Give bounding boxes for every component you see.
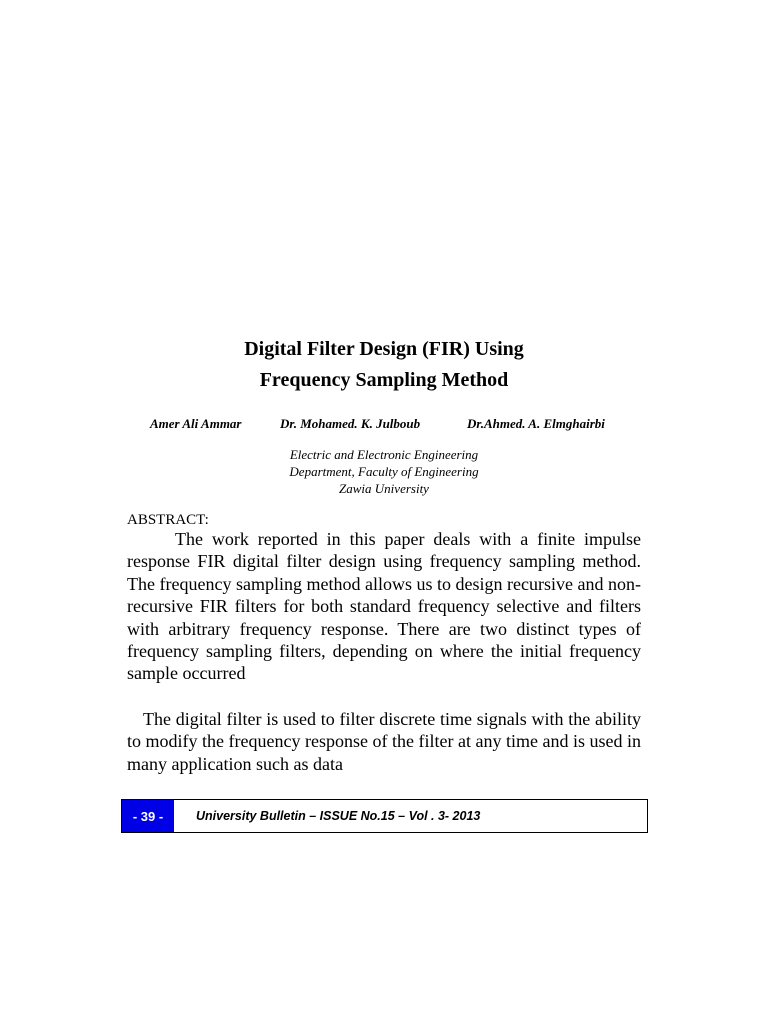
affiliation-line-1: Electric and Electronic Engineering	[289, 447, 479, 462]
abstract-paragraph: The work reported in this paper deals with a finite impulse response FIR digital filter design using frequency sampling method. The frequency sampling method allows us to design recursive and non-recursive FIR filters for both standard frequency selective and filters with arbitrary frequency response. There are two distinct types of frequency sampling filters, depending on where the initial frequency sample occurred	[127, 529, 641, 684]
journal-citation: University Bulletin – ISSUE No.15 – Vol . 3- 2013	[196, 809, 481, 823]
page-footer	[121, 799, 648, 833]
abstract-paragraph: The digital filter is used to filter discrete time signals with the ability to modify the frequency response of the filter at any time and is used in many application such as data	[127, 709, 641, 774]
affiliation-line-2: Department, Faculty of Engineering	[289, 464, 479, 479]
paper-title-line-1: Digital Filter Design (FIR) Using	[244, 338, 524, 360]
author-name: Dr.Ahmed. A. Elmghairbi	[467, 416, 605, 431]
author-name: Amer Ali Ammar	[150, 416, 242, 431]
affiliation-line-3: Zawia University	[339, 481, 429, 496]
abstract-heading: ABSTRACT:	[127, 512, 209, 528]
page-number: - 39 -	[122, 800, 174, 832]
paper-title-line-2: Frequency Sampling Method	[259, 369, 509, 391]
author-name: Dr. Mohamed. K. Julboub	[280, 416, 421, 431]
